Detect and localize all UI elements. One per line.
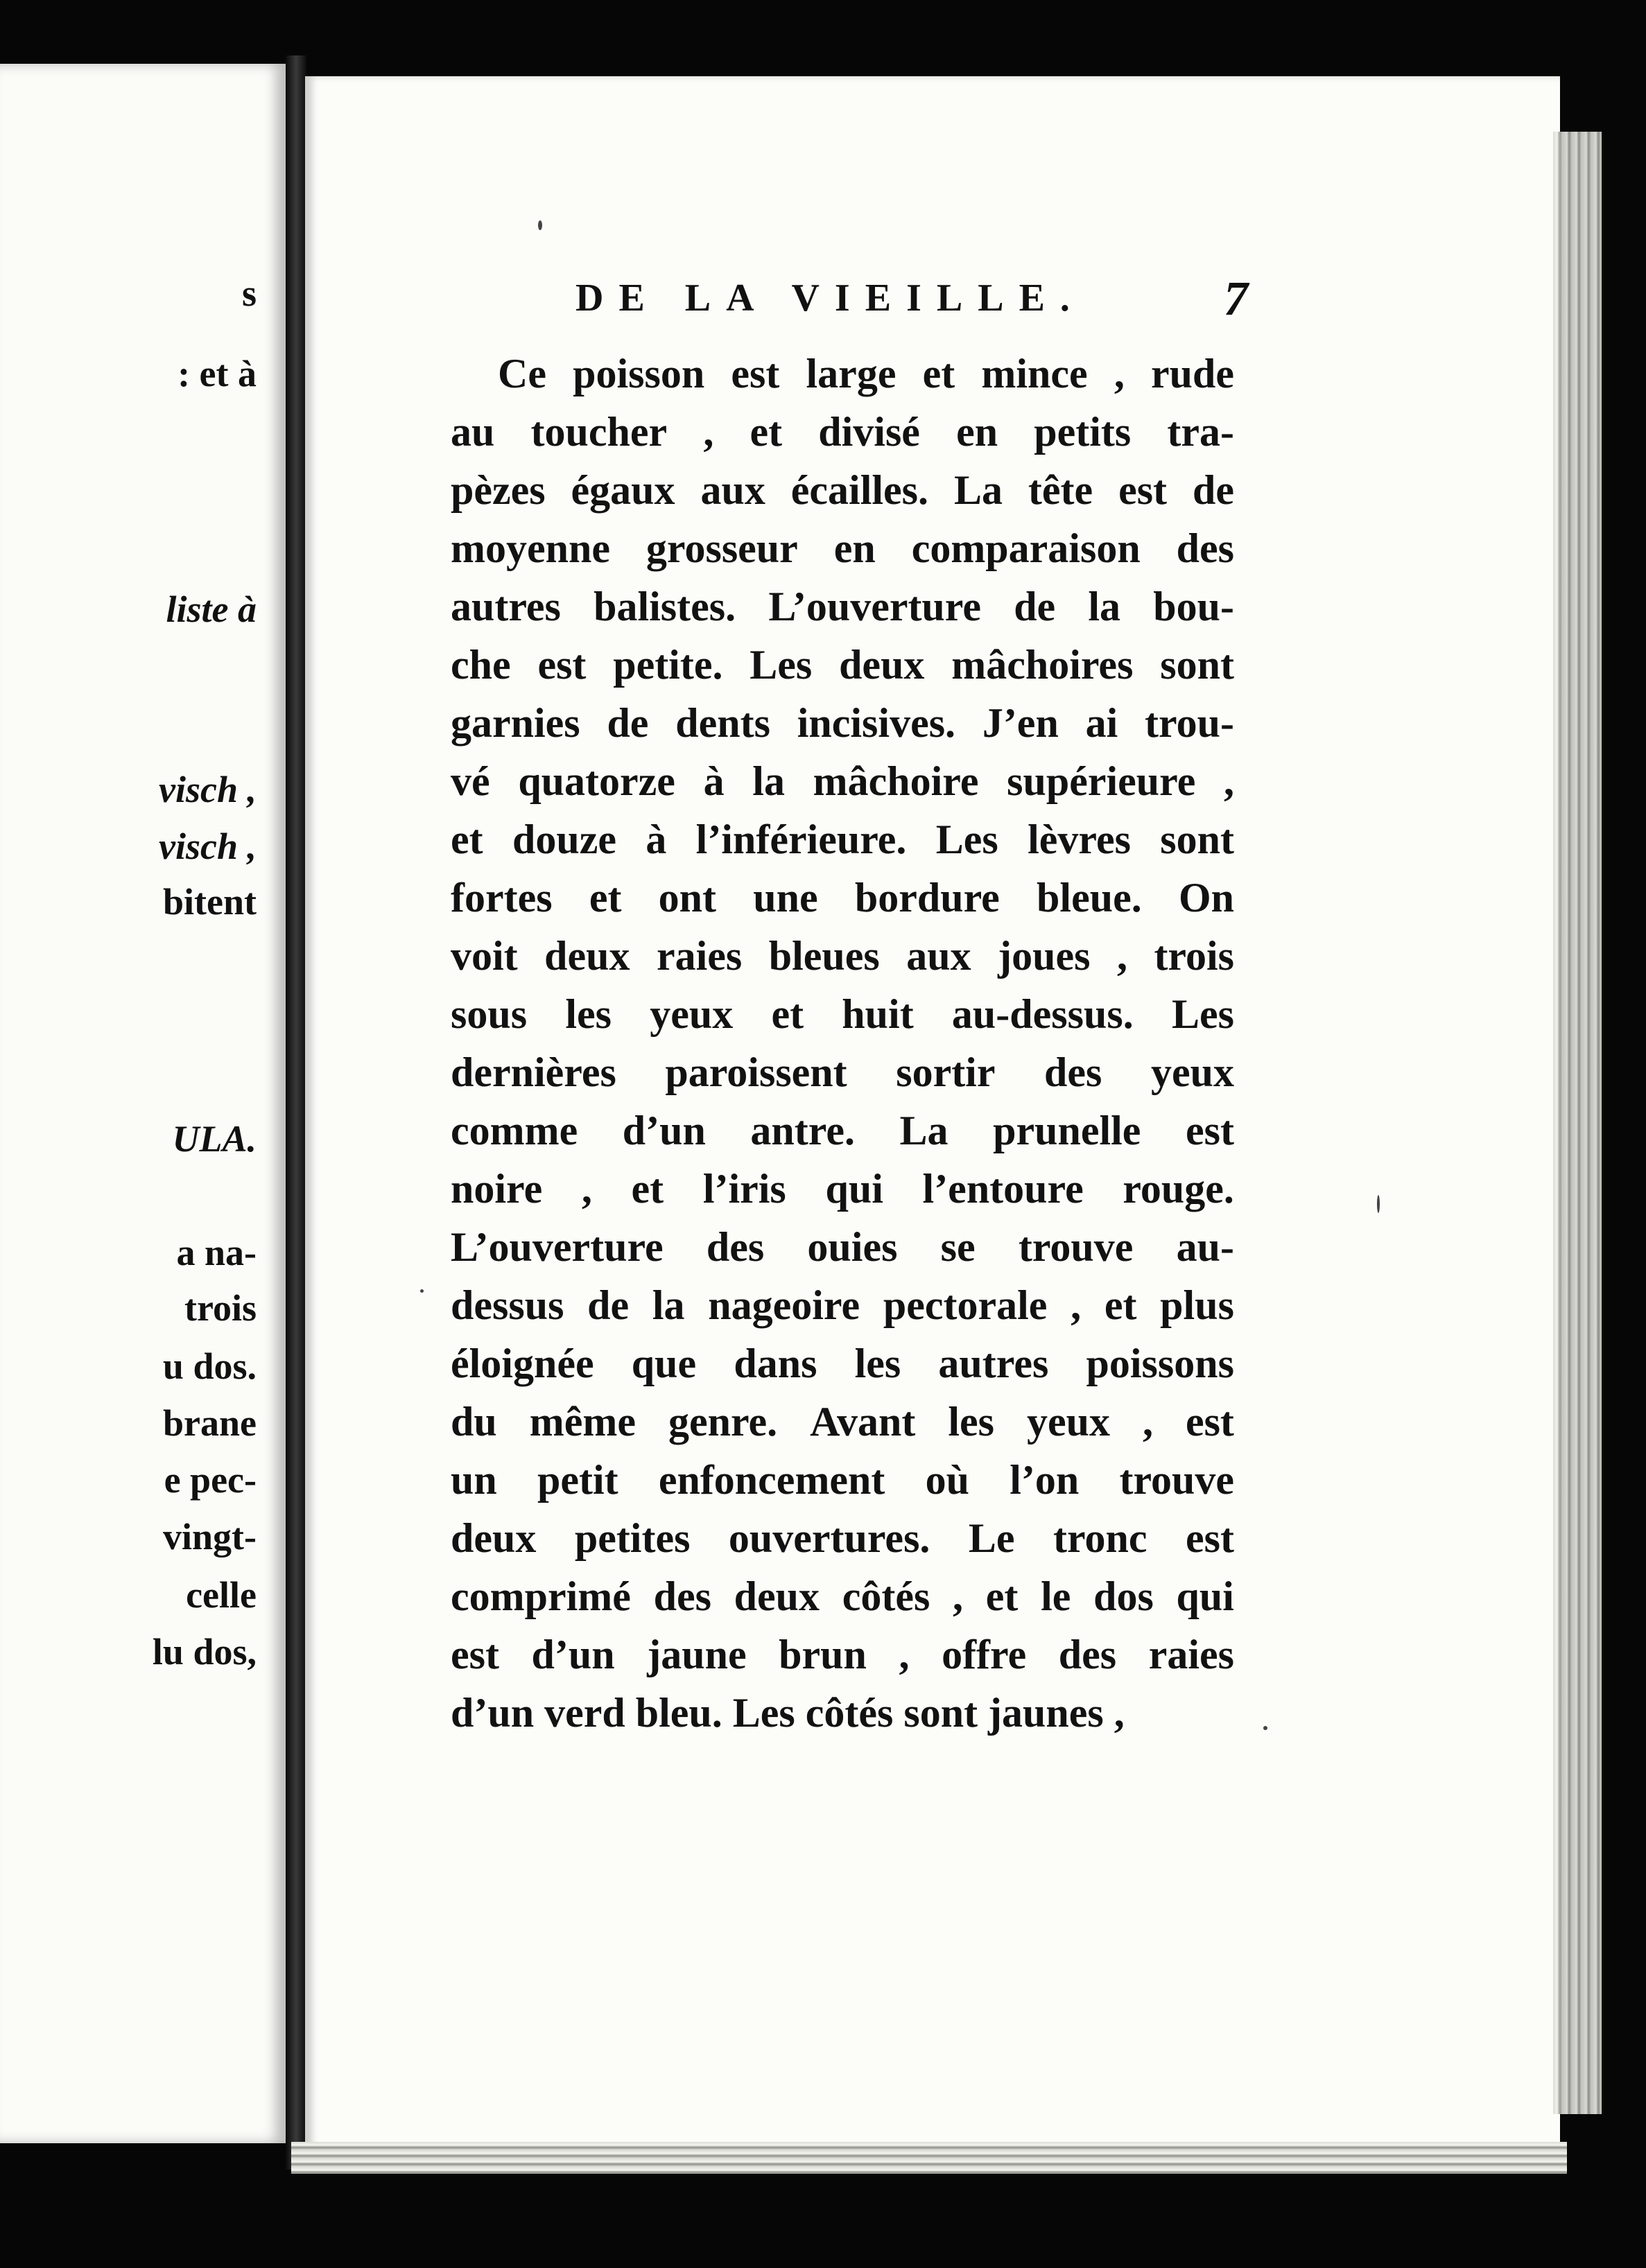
body-text — [451, 350, 1234, 1747]
text-line: éloignée que dans les autres poissons — [451, 1341, 1234, 1386]
ink-speck — [1263, 1726, 1267, 1730]
text-line: garnies de dents incisives. J’en ai trou- — [451, 700, 1234, 746]
left-page-line: vingt- — [163, 1516, 257, 1558]
left-page-line: : et à — [177, 353, 257, 394]
page-edge-bottom — [291, 2142, 1567, 2174]
text-line: comme d’un antre. La prunelle est — [451, 1108, 1234, 1153]
text-line: un petit enfoncement où l’on trouve — [451, 1457, 1234, 1503]
text-line: L’ouverture des ouies se trouve au- — [451, 1224, 1234, 1270]
left-page-line: s — [241, 272, 257, 314]
left-page-line: u dos. — [162, 1345, 257, 1387]
left-page-line: brane — [163, 1402, 257, 1444]
left-page-line: visch , — [159, 826, 257, 867]
text-line: du même genre. Avant les yeux , est — [451, 1399, 1234, 1445]
text-line: autres balistes. L’ouverture de la bou- — [451, 584, 1234, 629]
text-line: comprimé des deux côtés , et le dos qui — [451, 1573, 1234, 1619]
left-page-line: visch , — [159, 769, 257, 810]
left-page-line: ULA. — [172, 1118, 257, 1160]
text-line: pèzes égaux aux écailles. La tête est de — [451, 467, 1234, 513]
text-line: Ce poisson est large et mince , rude — [498, 351, 1234, 396]
ink-speck — [1377, 1195, 1380, 1213]
text-line: deux petites ouvertures. Le tronc est — [451, 1515, 1234, 1561]
text-line: dernières paroissent sortir des yeux — [451, 1049, 1234, 1095]
page-number: 7 — [1224, 272, 1248, 326]
text-line: fortes et ont une bordure bleue. On — [451, 875, 1234, 921]
text-line: est d’un jaune brun , offre des raies — [451, 1632, 1234, 1677]
running-title: DE LA VIEILLE. — [575, 277, 1085, 320]
left-page-line: a na- — [176, 1232, 257, 1273]
left-page-line: liste à — [166, 588, 257, 630]
left-page-line: lu dos, — [152, 1631, 257, 1673]
text-line: che est petite. Les deux mâchoires sont — [451, 642, 1234, 688]
text-line: et douze à l’inférieure. Les lèvres sont — [451, 817, 1234, 862]
text-line: voit deux raies bleues aux joues , trois — [451, 933, 1234, 979]
text-line: sous les yeux et huit au-dessus. Les — [451, 991, 1234, 1037]
text-line: moyenne grosseur en comparaison des — [451, 525, 1234, 571]
text-line: noire , et l’iris qui l’entoure rouge. — [451, 1166, 1234, 1212]
text-line: dessus de la nageoire pectorale , et plus — [451, 1282, 1234, 1328]
text-line: vé quatorze à la mâchoire supérieure , — [451, 758, 1234, 804]
running-head — [575, 272, 1248, 338]
left-page-line: celle — [186, 1574, 257, 1616]
ink-speck — [538, 220, 542, 230]
left-page-line: bitent — [163, 881, 257, 923]
book-gutter — [286, 55, 306, 2170]
page-edge-right — [1553, 132, 1602, 2114]
text-line: d’un verd bleu. Les côtés sont jaunes , — [451, 1690, 1125, 1736]
left-page — [0, 64, 288, 2143]
left-page-line: e pec- — [164, 1459, 257, 1501]
left-page-line: trois — [184, 1287, 257, 1329]
ink-speck — [420, 1289, 424, 1293]
text-line: au toucher , et divisé en petits tra- — [451, 409, 1234, 455]
